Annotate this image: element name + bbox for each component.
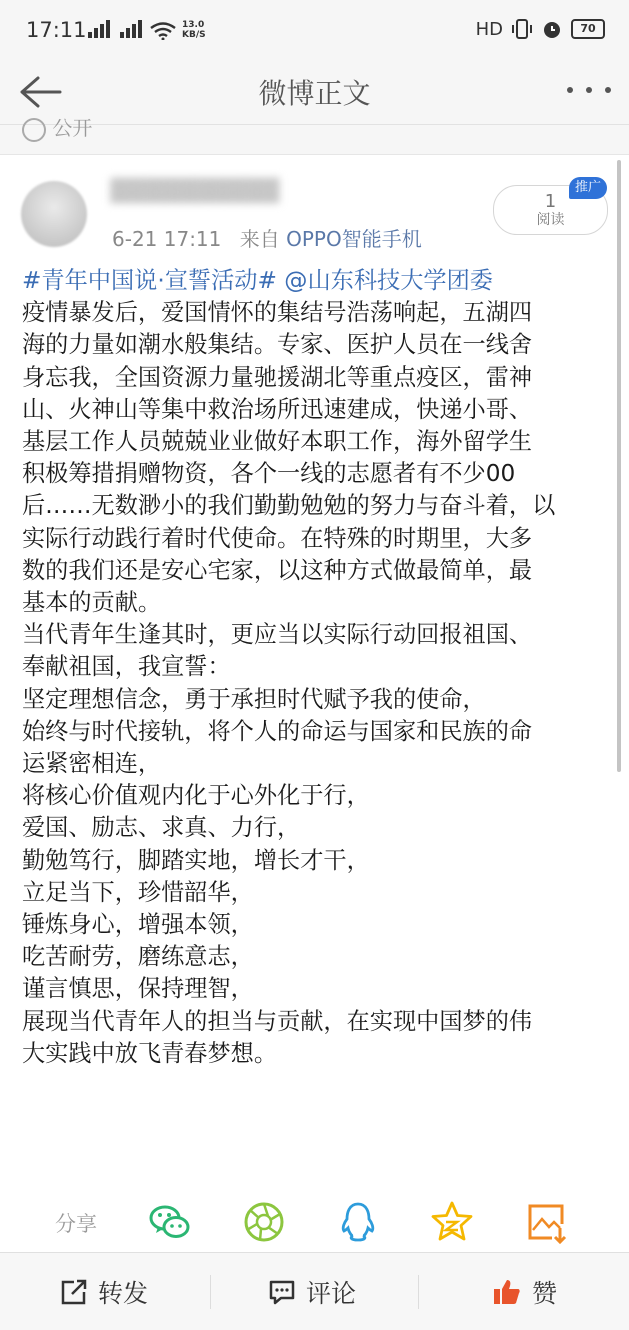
post-text-line xyxy=(22,329,607,361)
divider xyxy=(210,1275,211,1309)
post-text: 积极筹措捐赠物资，各个一线的志愿者有不少00 xyxy=(22,460,516,488)
post-text-line xyxy=(22,909,607,941)
signal-icon xyxy=(120,20,142,38)
post-text: 坚定理想信念，勇于承担时代赋予我的使命， xyxy=(22,685,486,713)
post-text-line xyxy=(22,490,607,522)
like-label: 赞 xyxy=(532,1278,558,1308)
like-button[interactable] xyxy=(492,1253,557,1330)
comment-icon xyxy=(268,1278,296,1306)
network-speed: 13.0 KB/S xyxy=(182,20,206,40)
repost-icon xyxy=(60,1278,88,1306)
more-options-icon[interactable] xyxy=(567,80,611,100)
post-text: 身忘我，全国资源力量驰援湖北等重点疫区，雷神 xyxy=(22,363,533,391)
post-text: 谨言慎思，保持理智， xyxy=(22,975,254,1003)
post-text: 爱国、励志、求真、力行， xyxy=(22,814,301,842)
post-text-line xyxy=(22,555,607,587)
post-text-line xyxy=(22,941,607,973)
globe-icon xyxy=(22,118,46,142)
repost-label: 转发 xyxy=(98,1278,149,1308)
post-text: 实际行动践行着时代使命。在特殊的时期里，大多 xyxy=(22,524,533,552)
qq-icon[interactable] xyxy=(336,1200,380,1244)
page-title: 微博正文 xyxy=(258,77,371,110)
qzone-icon[interactable] xyxy=(430,1200,474,1244)
nav-bar xyxy=(0,62,629,125)
promote-badge[interactable]: 推广 xyxy=(569,177,607,199)
read-label: 阅读 xyxy=(536,212,565,228)
status-bar xyxy=(0,0,629,62)
post-text-line xyxy=(22,1006,607,1038)
topic-link[interactable]: #青年中国说·宣誓活动# @山东科技大学团委 xyxy=(22,267,493,294)
share-label: 分享 xyxy=(55,1212,97,1236)
moments-icon[interactable] xyxy=(242,1200,286,1244)
post-text: 吃苦耐劳，磨练意志， xyxy=(22,943,254,971)
post-text-line xyxy=(22,877,607,909)
action-bar xyxy=(0,1252,629,1330)
post-text: 勤勉笃行，脚踏实地，增长才干， xyxy=(22,846,370,874)
post-text: 将核心价值观内化于心外化于行， xyxy=(22,782,370,810)
repost-button[interactable] xyxy=(60,1253,148,1330)
back-arrow-icon[interactable] xyxy=(18,74,62,110)
username-blurred[interactable]: ▓▓▓▓▓▓▓▓▓▓ xyxy=(110,179,280,204)
battery-indicator: 70 xyxy=(571,19,605,39)
comment-label: 评论 xyxy=(306,1278,357,1308)
post-text: 海的力量如潮水般集结。专家、医护人员在一线舍 xyxy=(22,331,533,359)
post-text: 锤炼身心，增强本领， xyxy=(22,911,254,939)
save-image-icon[interactable] xyxy=(524,1200,568,1244)
post-card xyxy=(0,154,629,1255)
visibility-label: 公开 xyxy=(22,112,92,142)
post-text-line xyxy=(22,426,607,458)
post-text-line xyxy=(22,973,607,1005)
post-text: 当代青年生逢其时，更应当以实际行动回报祖国、 xyxy=(22,621,533,649)
post-text-line xyxy=(22,716,607,748)
post-text-line xyxy=(22,748,607,780)
post-timestamp: 6-21 17:11 xyxy=(112,227,222,251)
post-text-line xyxy=(22,265,607,297)
post-text: 基本的贡献。 xyxy=(22,589,162,617)
post-text-line xyxy=(22,523,607,555)
post-text-line xyxy=(22,845,607,877)
post-text-line xyxy=(22,394,607,426)
post-text: 运紧密相连， xyxy=(22,750,162,778)
post-text-line xyxy=(22,651,607,683)
read-count: 1 xyxy=(544,191,557,212)
scrollbar[interactable] xyxy=(617,160,621,772)
post-text: 数的我们还是安心宅家，以这种方式做最简单，最 xyxy=(22,556,533,584)
comment-button[interactable] xyxy=(268,1253,356,1330)
post-text-line xyxy=(22,1038,607,1070)
post-text: 始终与时代接轨，将个人的命运与国家和民族的命 xyxy=(22,717,533,745)
alarm-icon xyxy=(541,18,563,40)
post-text: 山、火神山等集中救治场所迅速建成，快递小哥、 xyxy=(22,395,533,423)
post-text: 大实践中放飞青春梦想。 xyxy=(22,1039,278,1067)
post-text-line xyxy=(22,587,607,619)
hd-indicator: HD xyxy=(475,18,503,40)
post-text: 奉献祖国，我宣誓： xyxy=(22,653,231,681)
avatar[interactable] xyxy=(21,181,87,247)
share-row xyxy=(0,1194,629,1250)
source-prefix: 来自 xyxy=(239,227,280,251)
post-body xyxy=(22,265,607,1070)
post-text-line xyxy=(22,684,607,716)
post-text: 基层工作人员兢兢业业做好本职工作，海外留学生 xyxy=(22,428,533,456)
post-text: 立足当下，珍惜韶华， xyxy=(22,878,254,906)
post-text: 后……无数渺小的我们勤勤勉勉的努力与奋斗着，以 xyxy=(22,492,556,520)
status-time: 17:11 xyxy=(26,18,87,42)
post-meta xyxy=(112,223,422,252)
post-text-line xyxy=(22,812,607,844)
wifi-icon xyxy=(150,22,176,40)
divider xyxy=(418,1275,419,1309)
vibrate-icon xyxy=(511,18,533,40)
post-text-line xyxy=(22,362,607,394)
post-text-line xyxy=(22,297,607,329)
thumbs-up-icon xyxy=(492,1277,522,1307)
wechat-icon[interactable] xyxy=(148,1200,192,1244)
post-source[interactable]: OPPO智能手机 xyxy=(286,227,422,251)
signal-icon xyxy=(88,20,110,38)
post-text-line xyxy=(22,619,607,651)
post-text: 展现当代青年人的担当与贡献，在实现中国梦的伟 xyxy=(22,1007,533,1035)
post-text-line xyxy=(22,458,607,490)
post-text: 疫情暴发后，爱国情怀的集结号浩荡响起，五湖四 xyxy=(22,299,533,327)
post-text-line xyxy=(22,780,607,812)
